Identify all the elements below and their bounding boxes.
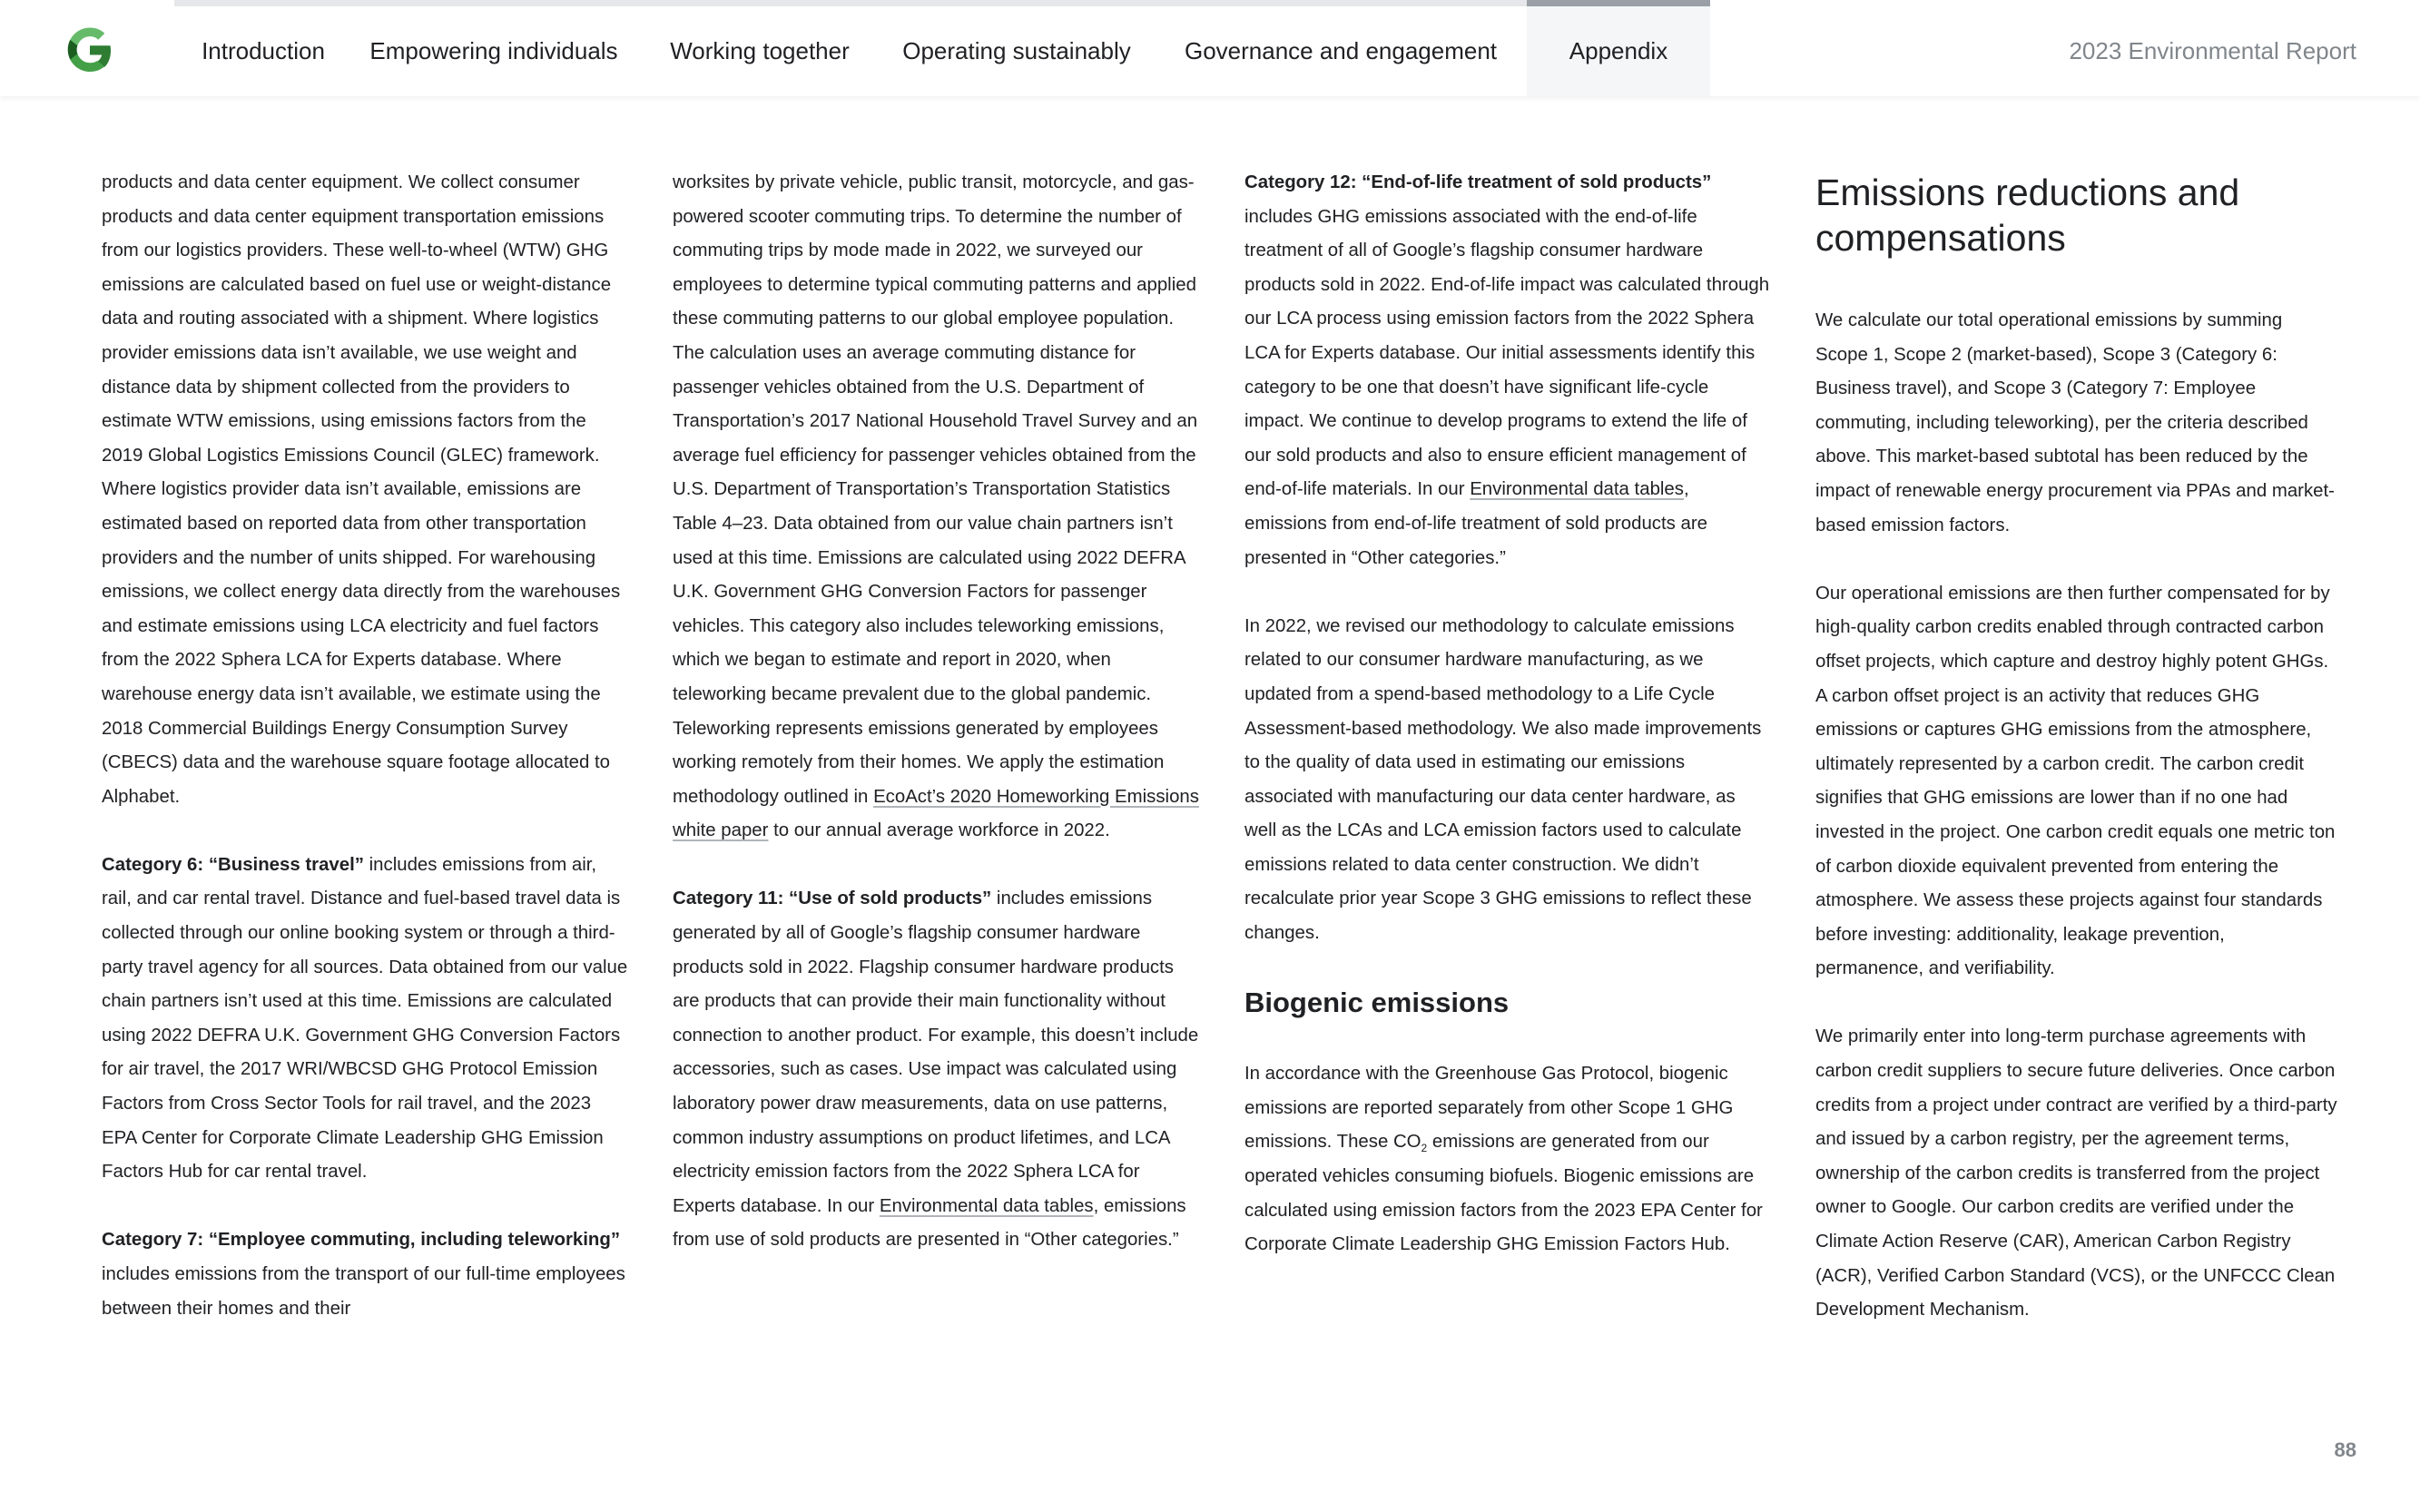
text-column-2: [673, 166, 1199, 1292]
biogenic-emissions-heading: Biogenic emissions: [1244, 987, 1510, 1019]
commuting-text-b: to our annual average workforce in 2022.: [768, 820, 1110, 841]
nav-tab-introduction[interactable]: Introduction: [202, 37, 325, 64]
environmental-data-tables-link[interactable]: Environmental data tables: [879, 1195, 1094, 1216]
category-11-text-b: , emissions from use of sold products are presented in “Other categories.”: [673, 1195, 1186, 1251]
google-g-logo-icon[interactable]: [60, 20, 120, 80]
paragraph-business-travel: [102, 849, 628, 1190]
paragraph-biogenic-emissions: [1244, 1057, 1771, 1262]
text-column-3: [1244, 166, 1771, 1296]
category-11-label: Category 11: “Use of sold products”: [673, 889, 992, 909]
nav-tab-empowering-individuals[interactable]: Empowering individuals: [369, 37, 618, 64]
paragraph-end-of-life: [1244, 166, 1771, 575]
section-progress-track: [174, 0, 1710, 6]
biogenic-text-a: In accordance with the Greenhouse Gas Protocol, biogenic emissions are reported separately from other Scope 1 GHG emissions. These CO: [1244, 1064, 1734, 1153]
category-12-label: Category 12: “End-of-life treatment of sold products”: [1244, 172, 1712, 192]
paragraph-operational-emissions: We calculate our total operational emissions by summing Scope 1, Scope 2 (market-based), Scope 3 (Category 6: Business travel), and Scope 3 (Category 7: Employee commuting, including teleworking), per the criteria described above. This market-based subtotal has been reduced by the impact of renewable energy procurement via PPAs and market-based emission factors.: [1815, 310, 2335, 535]
category-12-text-a: includes GHG emissions associated with the end-of-life treatment of all of Google’s flagship consumer hardware products sold in 2022. End-of-life impact was calculated through our LCA process using emission factors from the 2022 Sphera LCA for Experts database. Our initial assessments identify this category to be one that doesn’t have significant life-cycle impact. We continue to develop programs to extend the life of our sold products and also to ensure efficient management of end-of-life materials. In our: [1244, 206, 1770, 500]
co2-subscript: 2: [1421, 1142, 1428, 1155]
ecoact-whitepaper-link[interactable]: EcoAct’s 2020 Homeworking Emissions white paper: [673, 786, 1199, 841]
paragraph-logistics-emissions: products and data center equipment. We collect consumer products and data center equipment transportation emissions from our logistics providers. These well-to-wheel (WTW) GHG emissions are calculated based on fuel use or weight-distance data and routing associated with a shipment. Where logistics provider emissions data isn’t available, we use weight and distance data by shipment collected from the providers to estimate WTW emissions, using emissions factors from the 2019 Global Logistics Emissions Council (GLEC) framework. Where logistics provider data isn’t available, emissions are estimated based on reported data from other transportation providers and the number of units shipped. For warehousing emissions, we collect energy data directly from the warehouses and estimate emissions using LCA electricity and fuel factors from the 2022 Sphera LCA for Experts database. Where warehouse energy data isn’t available, we estimate using the 2018 Commercial Buildings Energy Consumption Survey (CBECS) data and the warehouse square footage allocated to Alphabet.: [102, 172, 621, 807]
nav-tab-operating-sustainably[interactable]: Operating sustainably: [902, 37, 1131, 64]
text-column-1: [102, 166, 628, 1360]
nav-tab-working-together[interactable]: Working together: [670, 37, 850, 64]
paragraph-methodology-revision: In 2022, we revised our methodology to calculate emissions related to our consumer hardware manufacturing, as we updated from a spend-based methodology to a Life Cycle Assessment-based methodology. We also made improvements to the quality of data used in estimating our emissions associated with manufacturing our data center hardware, as well as the LCAs and LCA emission factors used to calculate emissions related to data center construction. We didn’t recalculate prior year Scope 3 GHG emissions to reflect these changes.: [1244, 615, 1762, 944]
page-number: 88: [2334, 1438, 2356, 1461]
text-column-4: [1815, 166, 2337, 1361]
emissions-reductions-heading: Emissions reductions and compensations: [1815, 172, 2240, 259]
category-6-text: includes emissions from air, rail, and car rental travel. Distance and fuel-based travel data is collected through our online booking system or through a third-party travel agency for all sources. Data obtained from our value chain partners isn’t used at this time. Emissions are calculated using 2022 DEFRA U.K. Government GHG Conversion Factors for air travel, the 2017 WRI/WBCSD GHG Protocol Emission Factors from Cross Sector Tools for rail travel, and the 2023 EPA Center for Corporate Climate Leadership GHG Emission Factors Hub for car rental travel.: [102, 854, 628, 1183]
commuting-text-a: worksites by private vehicle, public transit, motorcycle, and gas-powered scooter commuting trips. To determine the number of commuting trips by mode made in 2022, we surveyed our employees to determine typical commuting patterns and applied these commuting patterns to our global employee population. The calculation uses an average commuting distance for passenger vehicles obtained from the U.S. Department of Transportation’s 2017 National Household Travel Survey and an average fuel efficiency for passenger vehicles obtained from the U.S. Department of Transportation’s Transportation Statistics Table 4–23. Data obtained from our value chain partners isn’t used at this time. Emissions are calculated using 2022 DEFRA U.K. Government GHG Conversion Factors for passenger vehicles. This category also includes teleworking emissions, which we began to estimate and report in 2020, when teleworking became prevalent due to the global pandemic. Teleworking represents emissions generated by employees working remotely from their homes. We apply the estimation methodology outlined in: [673, 172, 1198, 807]
environmental-data-tables-link[interactable]: Environmental data tables: [1470, 479, 1684, 500]
category-12-text-b: , emissions from end-of-life treatment of sold products are presented in “Other categories.”: [1244, 479, 1707, 568]
category-7-label: Category 7: “Employee commuting, including teleworking”: [102, 1230, 621, 1251]
paragraph-purchase-agreements: We primarily enter into long-term purchase agreements with carbon credit suppliers to secure future deliveries. Once carbon credits from a project under contract are verified by a third-party and issued by a carbon registry, per the agreement terms, ownership of the carbon credits is transferred from the project owner to Google. Our carbon credits are verified under the Climate Action Reserve (CAR), American Carbon Registry (ACR), Verified Carbon Standard (VCS), or the UNFCCC Clean Development Mechanism.: [1815, 1026, 2337, 1321]
category-11-text-a: includes emissions generated by all of Google’s flagship consumer hardware products sold in 2022. Flagship consumer hardware products are products that can provide their main functionality without connection to another product. For example, this doesn’t include accessories, such as cases. Use impact was calculated using laboratory power draw measurements, data on use patterns, common industry assumptions on product lifetimes, and LCA electricity emission factors from the 2022 Sphera LCA for Experts database. In our: [673, 889, 1199, 1216]
category-6-label: Category 6: “Business travel”: [102, 854, 364, 875]
paragraph-carbon-credits: Our operational emissions are then further compensated for by high-quality carbon credits enabled through contracted carbon offset projects, which capture and destroy highly potent GHGs. A carbon offset project is an activity that reduces GHG emissions or captures GHG emissions from the atmosphere, ultimately represented by a carbon credit. The carbon credit signifies that GHG emissions are lower than if no one had invested in the project. One carbon credit equals one metric ton of carbon dioxide equivalent prevented from entering the atmosphere. We assess these projects against four standards before investing: additionality, leakage prevention, permanence, and verifiability.: [1815, 583, 2336, 979]
paragraph-use-of-sold-products: [673, 882, 1199, 1258]
section-progress-active: [1527, 0, 1710, 6]
report-title[interactable]: 2023 Environmental Report: [2069, 37, 2356, 64]
biogenic-text-b: emissions are generated from our operated vehicles consuming biofuels. Biogenic emissions are calculated using emission factors from the 2023 EPA Center for Corporate Climate Leadership GHG Emission Factors Hub.: [1244, 1132, 1763, 1255]
nav-tab-appendix[interactable]: Appendix: [1527, 6, 1710, 96]
paragraph-commuting-continued: [673, 166, 1199, 849]
top-navigation-bar: [0, 0, 2420, 96]
paragraph-employee-commuting: [102, 1223, 628, 1326]
nav-tab-governance-and-engagement[interactable]: Governance and engagement: [1184, 37, 1498, 64]
category-7-text: includes emissions from the transport of our full-time employees between their homes and their: [102, 1264, 625, 1319]
